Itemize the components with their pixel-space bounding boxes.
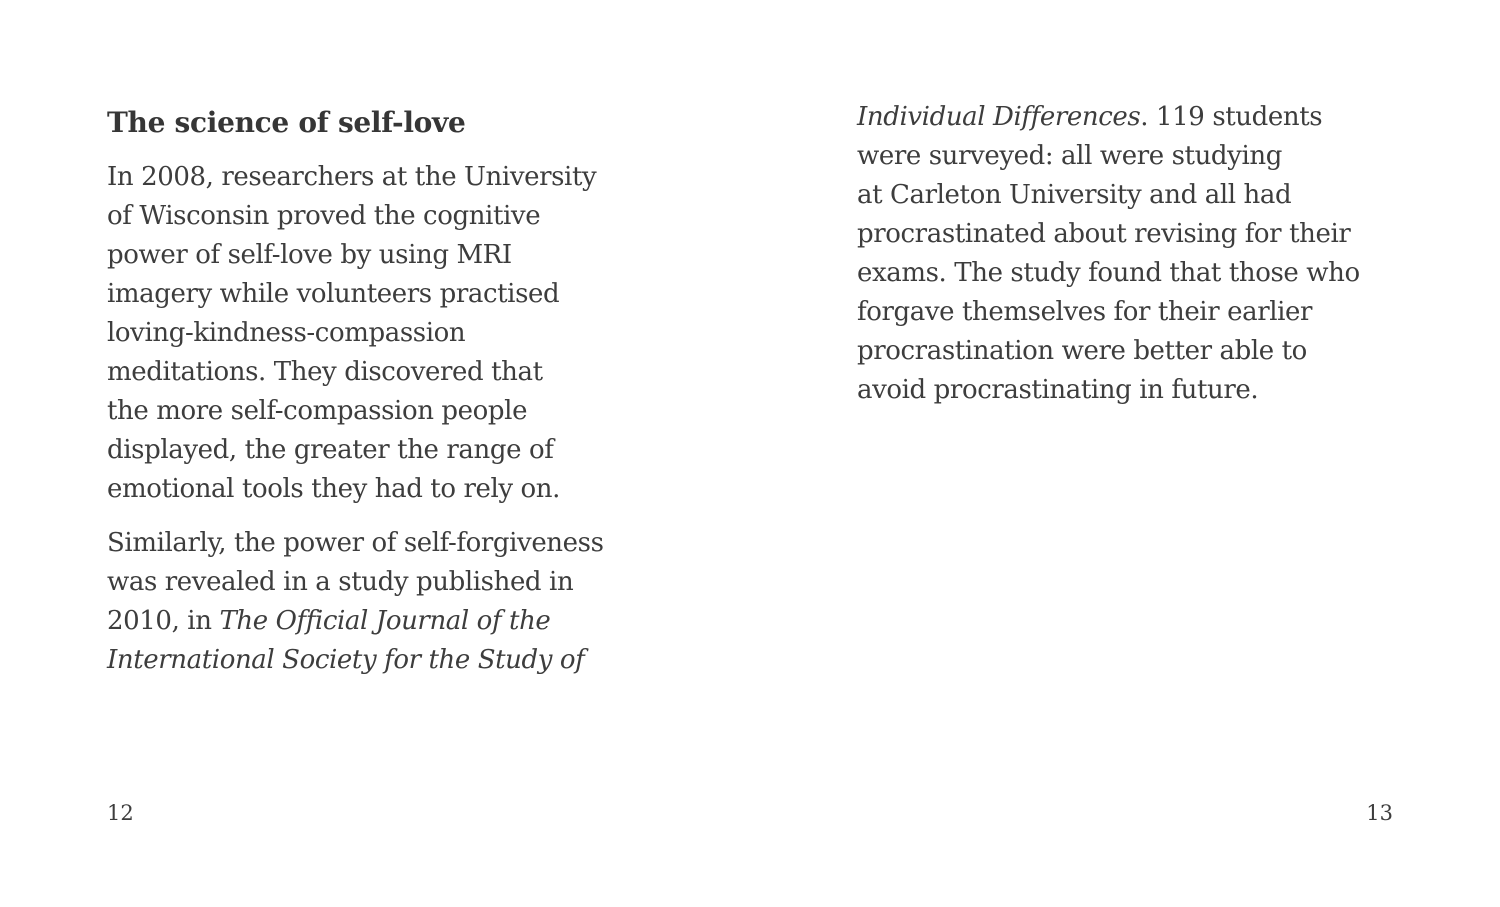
paragraph	[107, 158, 667, 509]
text-line	[857, 176, 1393, 215]
text-line	[857, 293, 1393, 332]
body-text: procrastination were better able to	[857, 336, 1307, 366]
text-line	[857, 371, 1393, 410]
body-text: . 119 students	[1140, 102, 1323, 132]
body-text: emotional tools they had to rely on.	[107, 474, 561, 504]
page-right	[857, 98, 1393, 410]
body-text: was revealed in a study published in	[107, 567, 574, 597]
text-line	[107, 275, 667, 314]
body-text: power of self-love by using MRI	[107, 240, 512, 270]
body-text: meditations. They discovered that	[107, 357, 543, 387]
body-text: exams. The study found that those who	[857, 258, 1360, 288]
italic-text: Individual Differences	[857, 102, 1141, 132]
body-text: displayed, the greater the range of	[107, 435, 554, 465]
text-line	[107, 314, 667, 353]
text-line	[107, 602, 667, 641]
paragraph	[857, 98, 1393, 410]
body-text: the more self-compassion people	[107, 396, 528, 426]
text-line	[107, 641, 667, 680]
body-text: at Carleton University and all had	[857, 180, 1292, 210]
text-line	[107, 392, 667, 431]
body-text: In 2008, researchers at the University	[107, 162, 597, 192]
text-line	[107, 158, 667, 197]
text-line	[107, 524, 667, 563]
body-text: loving-kindness-compassion	[107, 318, 466, 348]
body-text: forgave themselves for their earlier	[857, 297, 1313, 327]
text-line	[857, 254, 1393, 293]
text-line	[107, 470, 667, 509]
text-line	[857, 215, 1393, 254]
italic-text: International Society for the Study of	[107, 645, 585, 675]
body-text: procrastinated about revising for their	[857, 219, 1351, 249]
body-text: of Wisconsin proved the cognitive	[107, 201, 541, 231]
text-line	[107, 431, 667, 470]
page-number-left: 12	[107, 801, 134, 825]
text-line	[107, 563, 667, 602]
page-number-right: 13	[1366, 801, 1393, 825]
body-text: Similarly, the power of self-forgiveness	[107, 528, 604, 558]
text-line	[857, 137, 1393, 176]
body-text: were surveyed: all were studying	[857, 141, 1282, 171]
body-text: avoid procrastinating in future.	[857, 375, 1259, 405]
body-text: imagery while volunteers practised	[107, 279, 560, 309]
text-line	[107, 197, 667, 236]
italic-text: The Official Journal of the	[219, 606, 551, 636]
left-page-body	[107, 158, 667, 680]
text-line	[107, 353, 667, 392]
text-line	[107, 236, 667, 275]
section-heading: The science of self-love	[107, 106, 466, 139]
text-line	[857, 332, 1393, 371]
right-page-body	[857, 98, 1393, 410]
body-text: 2010, in	[107, 606, 220, 636]
text-line	[857, 98, 1393, 137]
page-left	[107, 104, 667, 680]
paragraph	[107, 524, 667, 680]
